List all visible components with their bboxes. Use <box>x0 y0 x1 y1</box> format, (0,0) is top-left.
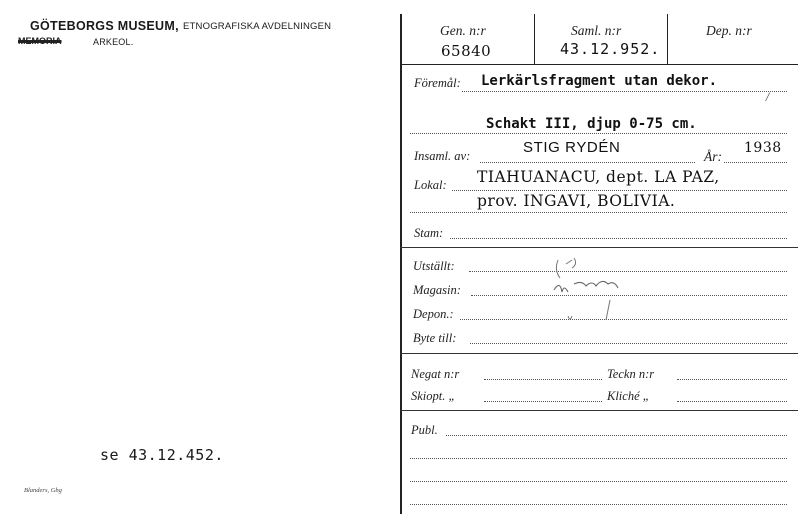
saml-label: Saml. n:r <box>571 23 622 38</box>
header-divider <box>400 64 798 65</box>
saml-dep-divider <box>667 14 668 64</box>
section-divider-1 <box>400 247 798 248</box>
insaml-value: STIG RYDÉN <box>523 139 621 156</box>
lokal-line2: prov. INGAVI, BOLIVIA. <box>477 192 676 210</box>
cliche-label: Kliché „ <box>607 389 650 403</box>
department-name: ETNOGRAFISKA AVDELNINGEN <box>183 21 332 32</box>
stam-label: Stam: <box>414 226 444 240</box>
byte-label: Byte till: <box>413 331 457 345</box>
section-divider-2 <box>400 353 798 354</box>
card-left-border <box>400 14 402 514</box>
dep-label: Dep. n:r <box>706 23 752 38</box>
detail-value: Schakt III, djup 0-75 cm. <box>486 116 697 132</box>
gen-label: Gen. n:r <box>440 23 486 38</box>
skiopt-label: Skiopt. „ <box>411 389 456 403</box>
handwritten-mark: / <box>766 92 770 103</box>
foremal-label: Föremål: <box>414 76 461 90</box>
pencil-annotation <box>540 254 650 334</box>
depon-label: Depon.: <box>413 307 454 321</box>
museum-name: GÖTEBORGS MUSEUM, <box>30 19 179 33</box>
gen-value: 65840 <box>441 42 492 60</box>
printer-mark: Blanders, Gbg <box>24 487 62 494</box>
negat-label: Negat n:r <box>411 367 460 381</box>
insaml-label: Insaml. av: <box>414 149 471 163</box>
lokal-line1: TIAHUANACU, dept. LA PAZ, <box>477 168 720 186</box>
foremal-value: Lerkärlsfragment utan dekor. <box>481 73 718 89</box>
ar-label: År: <box>704 149 722 164</box>
saml-value: 43.12.952. <box>560 40 661 58</box>
lokal-label: Lokal: <box>414 178 447 192</box>
gen-saml-divider <box>534 14 535 64</box>
section-divider-3 <box>400 410 798 411</box>
section-name: ARKEOL. <box>93 37 134 47</box>
teckn-label: Teckn n:r <box>607 367 655 381</box>
publ-label: Publ. <box>411 423 438 437</box>
ar-value: 1938 <box>744 140 782 156</box>
crossed-out-word: MEMORIA <box>18 36 62 46</box>
utstallt-label: Utställt: <box>413 259 455 273</box>
magasin-label: Magasin: <box>413 283 461 297</box>
cross-reference: se 43.12.452. <box>100 446 224 464</box>
